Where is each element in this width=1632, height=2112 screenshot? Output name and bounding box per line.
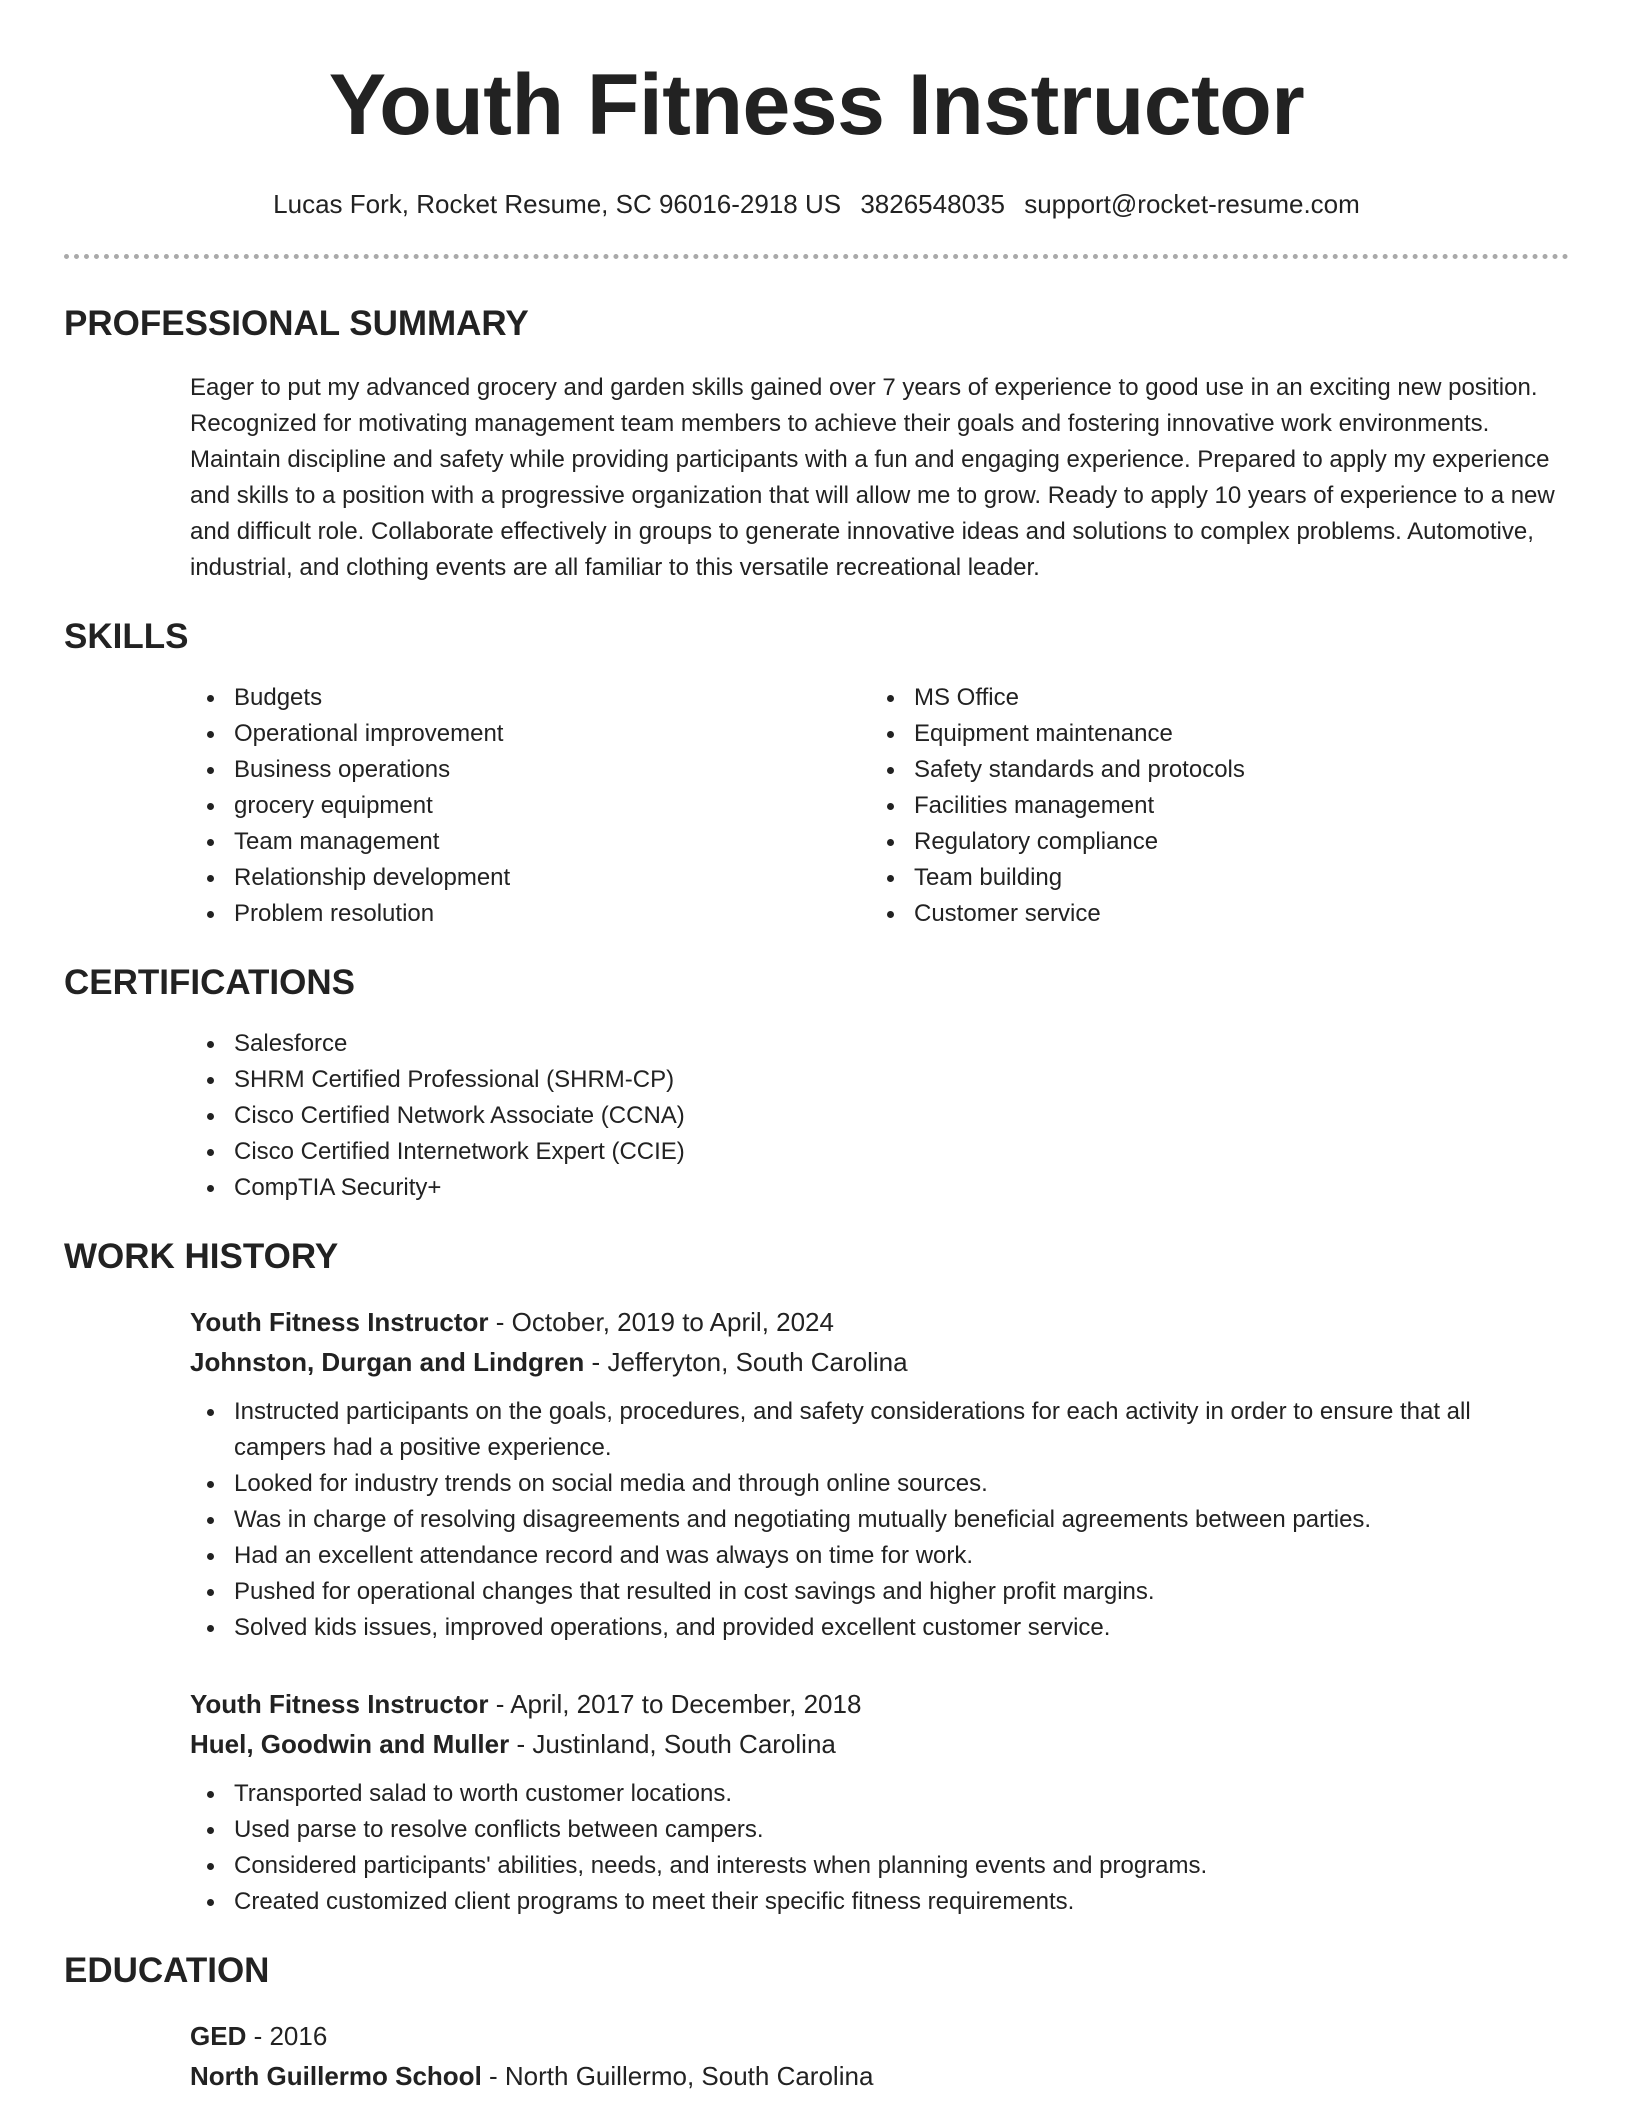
list-item: Regulatory compliance bbox=[870, 824, 1550, 860]
job-company-line: Huel, Goodwin and Muller - Justinland, South Carolina bbox=[190, 1729, 836, 1759]
list-item: Budgets bbox=[190, 680, 870, 716]
list-item: Facilities management bbox=[870, 788, 1550, 824]
list-item: Team management bbox=[190, 824, 870, 860]
job-dates: October, 2019 to April, 2024 bbox=[511, 1307, 834, 1337]
education-school: North Guillermo School bbox=[190, 2061, 482, 2091]
list-item: Relationship development bbox=[190, 860, 870, 896]
list-item: Customer service bbox=[870, 896, 1550, 932]
skills-left-list bbox=[190, 680, 870, 932]
list-item: Instructed participants on the goals, procedures, and safety considerations for each activity in order to ensure that all campers had a positive experience. bbox=[190, 1394, 1569, 1466]
job-location: Jefferyton, South Carolina bbox=[607, 1347, 908, 1377]
list-item: Pushed for operational changes that resulted in cost savings and higher profit margins. bbox=[190, 1574, 1569, 1610]
list-item: Salesforce bbox=[190, 1026, 1569, 1062]
work-section bbox=[190, 1302, 1569, 1920]
job-title: Youth Fitness Instructor bbox=[190, 1689, 489, 1719]
list-item: Used parse to resolve conflicts between campers. bbox=[190, 1812, 1569, 1848]
job-entry bbox=[190, 1684, 1569, 1920]
job-title-line: Youth Fitness Instructor - April, 2017 to December, 2018 bbox=[190, 1689, 862, 1719]
list-item: Had an excellent attendance record and was always on time for work. bbox=[190, 1538, 1569, 1574]
list-item: Team building bbox=[870, 860, 1550, 896]
job-dates: April, 2017 to December, 2018 bbox=[510, 1689, 862, 1719]
skills-right-list bbox=[870, 680, 1550, 932]
job-title-line: Youth Fitness Instructor - October, 2019 to April, 2024 bbox=[190, 1307, 834, 1337]
job-company-line: Johnston, Durgan and Lindgren - Jefferyton, South Carolina bbox=[190, 1347, 908, 1377]
list-item: grocery equipment bbox=[190, 788, 870, 824]
job-duties-list bbox=[190, 1776, 1569, 1920]
job-spacer bbox=[190, 1646, 1569, 1684]
list-item: Cisco Certified Network Associate (CCNA) bbox=[190, 1098, 1569, 1134]
list-item: Problem resolution bbox=[190, 896, 870, 932]
summary-text: Eager to put my advanced grocery and garden skills gained over 7 years of experience to good use in an exciting new position. Recognized for motivating management team members to achieve their goals and fostering innovative work environments. Maintain discipline and safety while providing participants with a fun and engaging experience. Prepared to apply my experience and skills to a position with a progressive organization that will allow me to grow. Ready to apply 10 years of experience to a new and difficult role. Collaborate effectively in groups to generate innovative ideas and solutions to complex problems. Automotive, industrial, and clothing events are all familiar to this versatile recreational leader. bbox=[190, 374, 1555, 581]
contact-line bbox=[64, 187, 1569, 221]
job-location: Justinland, South Carolina bbox=[532, 1729, 836, 1759]
certifications-section bbox=[190, 1026, 1569, 1206]
skills-section bbox=[190, 680, 1569, 932]
list-item: Transported salad to worth customer locations. bbox=[190, 1776, 1569, 1812]
job-company: Huel, Goodwin and Muller bbox=[190, 1729, 510, 1759]
list-item: Created customized client programs to meet their specific fitness requirements. bbox=[190, 1884, 1569, 1920]
job-duties-list bbox=[190, 1394, 1569, 1646]
summary-heading: PROFESSIONAL SUMMARY bbox=[64, 304, 529, 343]
list-item: MS Office bbox=[870, 680, 1550, 716]
certifications-list bbox=[190, 1026, 1569, 1206]
contact-phone: 3826548035 bbox=[860, 189, 1005, 219]
list-item: Safety standards and protocols bbox=[870, 752, 1550, 788]
list-item: Was in charge of resolving disagreements and negotiating mutually beneficial agreements between parties. bbox=[190, 1502, 1569, 1538]
resume-title: Youth Fitness Instructor bbox=[328, 57, 1305, 153]
list-item: Solved kids issues, improved operations, and provided excellent customer service. bbox=[190, 1610, 1569, 1646]
job-company: Johnston, Durgan and Lindgren bbox=[190, 1347, 585, 1377]
list-item: Cisco Certified Internetwork Expert (CCIE) bbox=[190, 1134, 1569, 1170]
skills-heading: SKILLS bbox=[64, 617, 189, 656]
list-item: Considered participants' abilities, needs, and interests when planning events and programs. bbox=[190, 1848, 1569, 1884]
contact-address: Lucas Fork, Rocket Resume, SC 96016-2918 US bbox=[273, 189, 842, 219]
job-title: Youth Fitness Instructor bbox=[190, 1307, 489, 1337]
education-degree-line: GED - 2016 bbox=[190, 2021, 328, 2051]
list-item: SHRM Certified Professional (SHRM-CP) bbox=[190, 1062, 1569, 1098]
list-item: Operational improvement bbox=[190, 716, 870, 752]
education-section bbox=[190, 2016, 1569, 2096]
certifications-heading: CERTIFICATIONS bbox=[64, 963, 356, 1002]
summary-section bbox=[190, 370, 1569, 586]
contact-email: support@rocket-resume.com bbox=[1024, 189, 1360, 219]
education-year: 2016 bbox=[269, 2021, 328, 2051]
list-item: Equipment maintenance bbox=[870, 716, 1550, 752]
resume-page bbox=[64, 0, 1569, 2096]
education-location: North Guillermo, South Carolina bbox=[504, 2061, 874, 2091]
job-entry bbox=[190, 1302, 1569, 1646]
work-heading: WORK HISTORY bbox=[64, 1237, 339, 1276]
education-school-line: North Guillermo School - North Guillermo, South Carolina bbox=[190, 2061, 874, 2091]
list-item: Looked for industry trends on social media and through online sources. bbox=[190, 1466, 1569, 1502]
education-degree: GED bbox=[190, 2021, 247, 2051]
list-item: CompTIA Security+ bbox=[190, 1170, 1569, 1206]
list-item: Business operations bbox=[190, 752, 870, 788]
header-divider bbox=[64, 254, 1569, 259]
education-heading: EDUCATION bbox=[64, 1951, 270, 1990]
